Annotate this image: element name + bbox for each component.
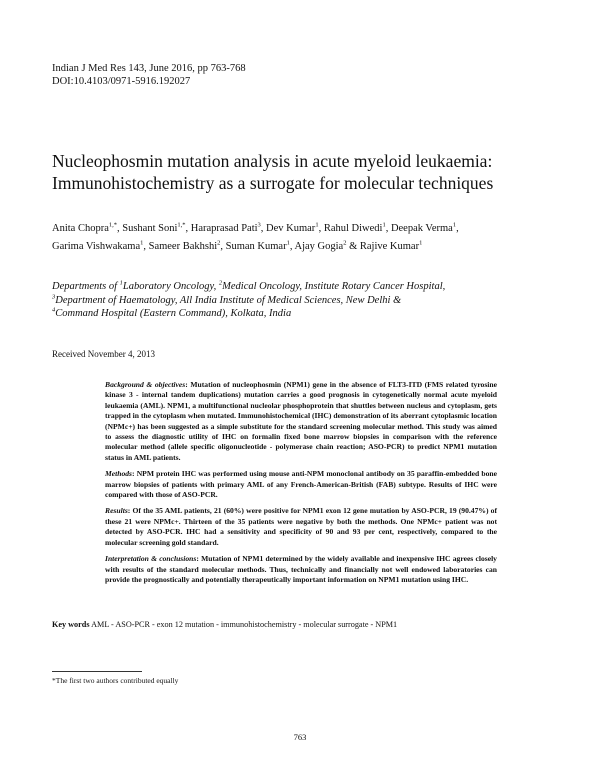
received-date: Received November 4, 2013 (52, 349, 155, 359)
author: Sameer Bakhshi$^2$, (148, 239, 226, 252)
author: Deepak Verma$^1$, (390, 221, 459, 234)
abstract (105, 380, 497, 591)
author: Sushant Soni$^{1,*}$, (122, 221, 191, 234)
title-line-2: Immunohistochemistry as a surrogate for molecular techniques (52, 173, 494, 193)
journal-doi: DOI:10.4103/0971-5916.192027 (52, 76, 191, 87)
author: Dev Kumar$^1$, (266, 221, 324, 234)
footnote: *The first two authors contributed equally (52, 676, 179, 685)
abstract-background: Background & objectives: Mutation of nucleophosmin (NPM1) gene in the absence of FLT3-ITD (FMS related tyrosine kinase 3 - internal tandem duplications) mutation carries a good prognosis in cytogenetically normal acute myeloid leukaemia (AML). NPM1, a multifunctional nucleolar phosphoprotein that shuttles between nucleus and cytoplasm, gets trapped in the cytoplasm when mutated. Immunohistochemical (IHC) demonstration of its aberrant cytoplasmic location (NPMc+) has been suggested as a simple substitute for the standard screening molecular method. This study was aimed to assess the diagnostic utility of IHC on formalin fixed bone marrow biopsies in comparison with the reference molecular method (allele specific oligonucleotide - polymerase chain reaction; ASO-PCR) to predict NPM1 mutation status in AML patients. (105, 380, 498, 462)
author: Ajay Gogia$^2$ & (294, 239, 360, 252)
affiliation-line: $^3$Department of Haematology, All India Institute of Medical Sciences, New Delhi & (52, 293, 402, 306)
page-number: 763 (293, 732, 307, 742)
journal-header (52, 62, 246, 88)
affiliations (52, 280, 532, 321)
author: Rahul Diwedi$^1$, (323, 221, 391, 234)
author: Garima Vishwakama$^1$, (52, 239, 149, 252)
journal-citation: Indian J Med Res 143, June 2016, pp 763-768 (52, 63, 246, 74)
keywords: Key words AML - ASO-PCR - exon 12 mutation - immunohistochemistry - molecular surrogate - NPM1 (52, 620, 398, 629)
abstract-methods: Methods: NPM protein IHC was performed using mouse anti-NPM monoclonal antibody on 35 paraffin-embedded bone marrow biopsies of patients with primary AML of any French-American-British (FAB) subtype. Results of IHC were compared with those of ASO-PCR. (105, 469, 497, 500)
affiliation-line: $^4$Command Hospital (Eastern Command), Kolkata, India (52, 306, 292, 319)
author: Suman Kumar$^1$, (225, 239, 295, 252)
author: Rajive Kumar$^1$ (359, 239, 423, 252)
article-title (52, 150, 552, 194)
title-line-1: Nucleophosmin mutation analysis in acute myeloid leukaemia: (52, 151, 493, 171)
author-list (52, 220, 552, 256)
author: Anita Chopra$^{1,*}$, (52, 221, 123, 234)
affiliation-line: Departments of $^1$Laboratory Oncology, $^2$Medical Oncology, Institute Rotary Cancer Hospital, (52, 279, 446, 292)
author: Haraprasad Pati$^3$, (190, 221, 267, 234)
footnote-divider (52, 671, 142, 672)
abstract-interpretation: Interpretation & conclusions: Mutation of NPM1 determined by the widely available and inexpensive IHC agrees closely with results of the standard molecular methods. Thus, technically and financially not well endowed laboratories can provide the prognostically and potentially therapeutically important information on NPM1 mutation using IHC. (105, 554, 497, 584)
abstract-results: Results: Of the 35 AML patients, 21 (60%) were positive for NPM1 exon 12 gene mutation by ASO-PCR, 19 (90.47%) of these 21 were NPMc+. Thirteen of the 35 patients were negative by both the methods. One NPMc+ patient was not detected by ASO-PCR. IHC had a sensitivity and specificity of 90 and 93 per cent, respectively, compared to the molecular screening gold standard. (105, 506, 497, 547)
